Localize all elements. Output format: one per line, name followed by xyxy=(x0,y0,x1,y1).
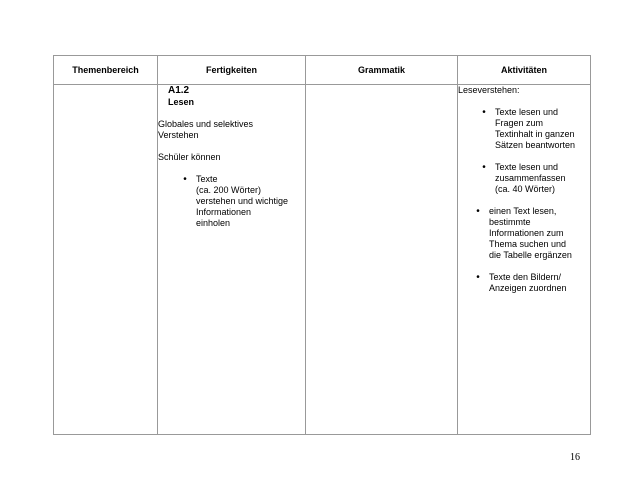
skill-bullet-list xyxy=(180,174,305,229)
activities-intro: Leseverstehen: xyxy=(458,85,520,95)
skill-title: Lesen xyxy=(168,97,195,107)
list-item: • einen Text lesen, bestimmte Informationen zum Thema suchen und die Tabelle ergänzen xyxy=(473,206,590,261)
cell-aktivitaeten xyxy=(458,85,591,435)
bullet-icon: • xyxy=(476,206,480,217)
list-item: • Texte (ca. 200 Wörter) verstehen und wichtige Informationen einholen xyxy=(180,174,305,229)
curriculum-table xyxy=(53,55,591,435)
header-aktivitaeten: Aktivitäten xyxy=(458,56,591,85)
bullet-icon: • xyxy=(183,174,187,185)
cell-fertigkeiten xyxy=(158,85,306,435)
table-row xyxy=(54,85,591,435)
skill-desc-line-2: Verstehen xyxy=(158,130,199,140)
list-item: • Texte lesen und zusammenfassen (ca. 40 Wörter) xyxy=(479,162,590,195)
skill-code: A1.2 xyxy=(168,85,190,96)
header-grammatik: Grammatik xyxy=(306,56,458,85)
header-row xyxy=(54,56,591,85)
header-themenbereich: Themenbereich xyxy=(54,56,158,85)
activities-list xyxy=(473,107,590,294)
bullet-icon: • xyxy=(476,272,480,283)
skill-intro: Schüler können xyxy=(158,152,221,162)
list-item: • Texte den Bildern/ Anzeigen zuordnen xyxy=(473,272,590,294)
header-fertigkeiten: Fertigkeiten xyxy=(158,56,306,85)
list-item: • Texte lesen und Fragen zum Textinhalt in ganzen Sätzen beantworten xyxy=(479,107,590,151)
bullet-icon: • xyxy=(482,107,486,118)
skill-desc-line-1: Globales und selektives xyxy=(158,119,254,129)
page-number: 16 xyxy=(570,452,580,463)
cell-grammatik xyxy=(306,85,458,435)
bullet-icon: • xyxy=(482,162,486,173)
cell-themenbereich xyxy=(54,85,158,435)
